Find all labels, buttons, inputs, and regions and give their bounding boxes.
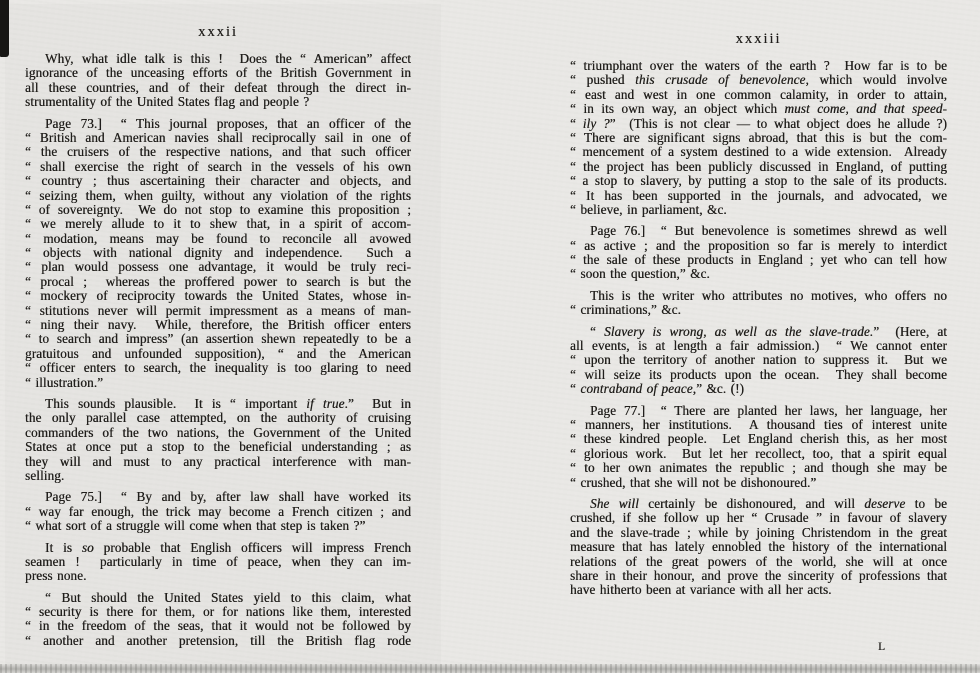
text-line: Why, what idle talk is this ! Does the “ American” affect — [45, 52, 411, 66]
text-line: relations of the great powers of the world, she will at once — [570, 554, 947, 569]
text-line: “ plan would possess one advantage, it would be truly reci- — [25, 260, 411, 275]
text-line: “ There are significant signs abroad, that this is but the com- — [570, 130, 947, 145]
text-line: “ British and American navies shall reciprocally sail in one of — [25, 130, 411, 145]
paragraph — [570, 59, 947, 217]
text-line: strumentality of the United States flag and people ? — [25, 95, 310, 110]
page-right-body — [570, 59, 947, 598]
text-line: crushed, if she follow up her “ Crusade ” in favour of slavery — [570, 511, 947, 526]
paragraph — [570, 289, 947, 318]
text-line: Page 73.] “ This journal proposes, that an officer of the — [45, 116, 411, 131]
text-line: measure that has lately ennobled the history of the international — [570, 540, 947, 555]
text-line: “ mencement of a system destined to a wide extension. Already — [570, 145, 947, 160]
text-line: and the slave-trade ; while by joining Christendom in the great — [570, 525, 947, 540]
page-right — [570, 31, 947, 598]
text-line: “ criminations,” &c. — [570, 303, 681, 318]
text-line: States at once put a stop to the beneficial understanding ; as — [25, 440, 411, 455]
text-line: “ what sort of a struggle will come when that step is taken ?” — [25, 519, 366, 534]
paragraph — [25, 591, 411, 649]
text-line: “ in its own way, an object which must come, and that speed- — [570, 102, 947, 117]
text-line: “ east and west in one common calamity, in order to attain, — [570, 87, 947, 102]
text-line: “ officer enters to search, the inequality is too glaring to need — [25, 361, 411, 376]
text-line: “ illustration.” — [25, 375, 104, 390]
text-line: “ a stop to slavery, by putting a stop to the sale of its products. — [570, 174, 947, 189]
text-line: selling. — [25, 468, 65, 483]
text-line: “ security is there for them, or for nations like them, interested — [25, 605, 411, 620]
text-line: Page 77.] “ There are planted her laws, her language, her — [590, 403, 947, 418]
text-line: all events, is at length a fair admission.) “ We cannot enter — [570, 339, 947, 354]
text-line: “ to search and impress” (an assertion shewn repeatedly to be a — [25, 332, 411, 347]
paragraph — [25, 52, 411, 110]
text-line: “ the project has been publicly discussed in England, of putting — [570, 159, 947, 174]
text-line: “ It has been supported in the journals, and advocated, we — [570, 188, 947, 203]
text-line: This is the writer who attributes no motives, who offers no — [590, 288, 947, 303]
text-line: ignorance of the unceasing efforts of the British Government in — [25, 66, 411, 81]
signature-mark: L — [878, 641, 886, 653]
text-line: “ the sale of these products in England ; yet who can tell how — [570, 253, 947, 268]
scan-edge-artifact-bottom — [0, 664, 980, 673]
text-line: Page 76.] “ But benevolence is sometimes shrewd as well — [590, 224, 947, 239]
paragraph — [570, 224, 947, 282]
text-line: “ pushed this crusade of benevolence, which would involve — [570, 73, 947, 88]
text-line: “ in the freedom of the seas, that it would not be followed by — [25, 619, 411, 634]
text-line: “ these kindred people. Let England cherish this, as her most — [570, 432, 947, 447]
text-line: “ objects with national dignity and independence. Such a — [25, 246, 411, 261]
text-line: “ manners, her institutions. A thousand ties of interest unite — [570, 417, 947, 432]
text-line: She will certainly be dishonoured, and will deserve to be — [590, 496, 947, 511]
text-line: “ Slavery is wrong, as well as the slave-trade.” (Here, at — [590, 324, 947, 339]
text-line: commanders of the two nations, the Government of the United — [25, 425, 411, 440]
text-line: “ of sovereignty. We do not stop to examine this proposition ; — [25, 202, 411, 217]
text-line: It is so probable that English officers will impress French — [45, 540, 411, 555]
text-line: “ the cruisers of the respective nations, and that such officer — [25, 145, 411, 160]
text-line: they will and must to any practical interference with man- — [25, 454, 411, 469]
text-line: seamen ! particularly in time of peace, when they can im- — [25, 554, 411, 569]
text-line: “ glorious work. But let her recollect, too, that a spirit equal — [570, 446, 947, 461]
text-line: “ will seize its products upon the ocean. They shall become — [570, 367, 947, 382]
text-line: “ believe, in parliament, &c. — [570, 202, 727, 217]
text-line: “ upon the territory of another nation to suppress it. But we — [570, 353, 947, 368]
text-line: “ mockery of reciprocity towards the United States, whose in- — [25, 289, 411, 304]
paragraph — [25, 490, 411, 533]
text-line: have hitherto been at variance with all her acts. — [570, 583, 832, 598]
text-line: press none. — [25, 569, 87, 584]
text-line: “ triumphant over the waters of the earth ? How far is to be — [570, 59, 947, 73]
paragraph — [25, 397, 411, 483]
paragraph — [25, 541, 411, 584]
text-line: “ procal ; whereas the proffered power to search is but the — [25, 274, 411, 289]
text-line: “ ily ?” (This is not clear — to what object does he allude ?) — [570, 116, 947, 131]
scan-edge-artifact-left — [0, 0, 9, 57]
text-line: “ But should the United States yield to this claim, what — [45, 590, 411, 605]
paragraph — [570, 404, 947, 490]
text-line: the only parallel case attempted, on the authority of cruising — [25, 411, 411, 426]
text-line: “ stitutions never will permit impressment as a means of man- — [25, 303, 411, 318]
page-number-right: xxxiii — [735, 31, 782, 47]
text-line: Page 75.] “ By and by, after law shall have worked its — [45, 490, 411, 505]
text-line: “ crushed, that she will not be dishonoured.” — [570, 475, 817, 490]
text-line: “ another and another pretension, till the British flag rode — [25, 633, 411, 648]
paragraph — [570, 497, 947, 598]
page-left-body — [25, 52, 411, 648]
text-line: “ to her own animates the republic ; and though she may be — [570, 461, 947, 476]
text-line: “ way far enough, the trick may become a French citizen ; and — [25, 504, 411, 519]
text-line: “ seizing them, when guilty, without any violation of the rights — [25, 188, 411, 203]
text-line: share in their honour, and prove the sincerity of professions that — [570, 568, 947, 583]
text-line: “ modation, means may be found to reconcile all avowed — [25, 231, 411, 246]
text-line: “ as active ; and the proposition so far is merely to interdict — [570, 238, 947, 253]
page-number-left: xxxii — [198, 24, 238, 40]
text-line: “ we merely allude to it to shew that, in a spirit of accom- — [25, 217, 411, 232]
text-line: This sounds plausible. It is “ important if true.” But in — [45, 396, 411, 411]
paragraph — [25, 117, 411, 390]
text-line: “ shall exercise the right of search in the vessels of his own — [25, 159, 411, 174]
text-line: “ contraband of peace,” &c. (!) — [570, 382, 744, 397]
text-line: gratuitous and unfounded supposition), “ and the American — [25, 346, 411, 361]
text-line: “ ning their navy. While, therefore, the British officer enters — [25, 318, 411, 333]
text-line: “ country ; thus ascertaining their character and objects, and — [25, 174, 411, 189]
page-left — [25, 24, 411, 648]
text-line: “ soon the question,” &c. — [570, 267, 710, 282]
paragraph — [570, 325, 947, 397]
text-line: all these countries, and of their defeat through the direct in- — [25, 80, 411, 95]
